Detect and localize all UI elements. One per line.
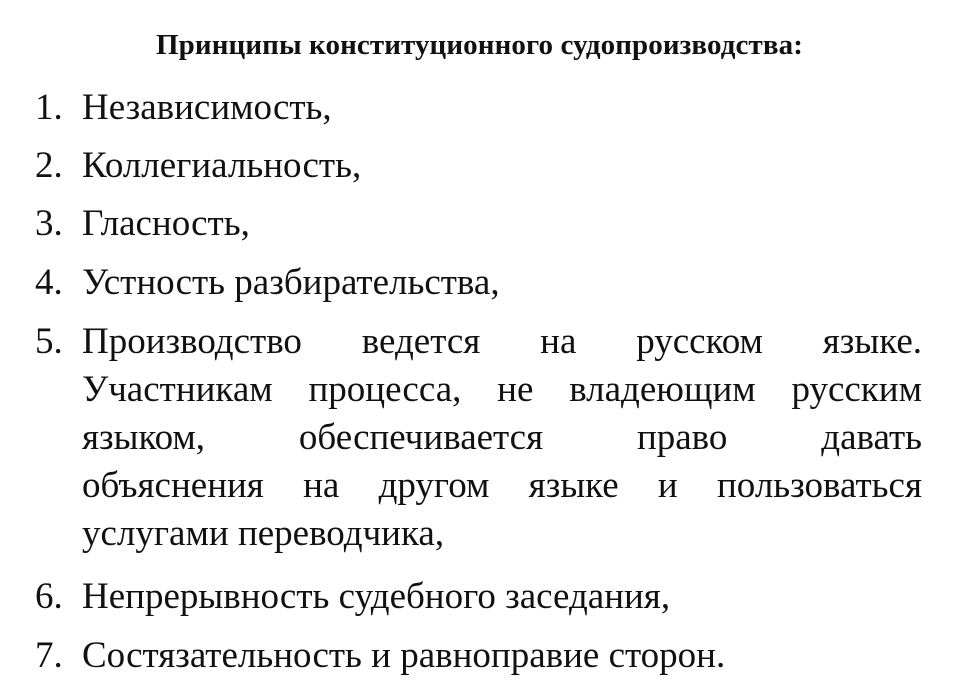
- list-item-number: 5.: [35, 321, 63, 362]
- list-item-text-line: Производство ведется на русском языке.: [82, 321, 922, 362]
- list-item-number: 4.: [35, 262, 63, 303]
- list-item-number: 6.: [35, 576, 63, 617]
- list-item-number: 3.: [35, 203, 63, 244]
- list-item-text: Гласность,: [82, 203, 250, 244]
- list-item-text-block: [82, 318, 922, 558]
- list-item-text: Состязательность и равноправие сторон.: [82, 635, 726, 676]
- list-item-number: 7.: [35, 635, 63, 676]
- list-item-text-line: услугами переводчика,: [82, 513, 445, 554]
- list-item-number: 2.: [35, 145, 63, 186]
- list-item-text-line: языком, обеспечивается право давать: [82, 417, 922, 458]
- list-item-number: 1.: [35, 87, 63, 128]
- list-item-text: Непрерывность судебного заседания,: [82, 576, 671, 617]
- document-heading: Принципы конституционного судопроизводства:: [156, 29, 803, 61]
- list-item-text-line: объяснения на другом языке и пользоваться: [82, 465, 922, 506]
- list-item-text: Устность разбирательства,: [82, 262, 500, 303]
- list-item-text-line: Участникам процесса, не владеющим русским: [82, 369, 922, 410]
- list-item-text: Коллегиальность,: [82, 145, 362, 186]
- list-item-text: Независимость,: [82, 87, 332, 128]
